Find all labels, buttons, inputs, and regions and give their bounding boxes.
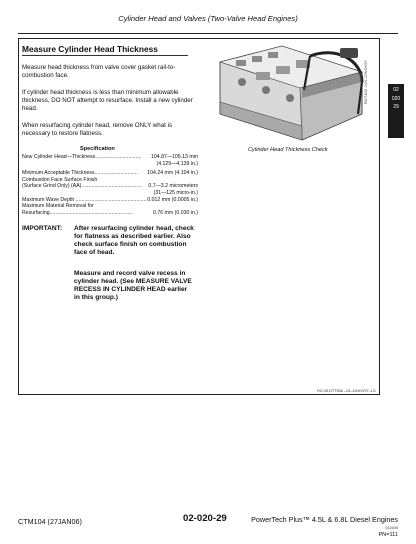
paragraph-resurfacing: When resurfacing cylinder head, remove ONLY what is necessary to restore flatness.	[22, 122, 173, 138]
spec-row: New Cylinder Head—Thickness................................ 104.87—105.13 mm	[22, 154, 198, 160]
spec-row: (31—125 micro-in.)	[153, 189, 198, 196]
spec-row: Maximum Material Removal for	[22, 203, 94, 210]
footer-page-number: 02-020-29	[183, 513, 227, 524]
spec-row: Maximum Wave Depth ................................................. 0.012 mm (0.0005 in.)	[22, 196, 198, 203]
tab-line: 29	[393, 104, 399, 111]
figure-code: RG7403 –UN–23NOV97	[363, 60, 368, 104]
spec-row: Combustion Face Surface Finish	[22, 176, 98, 183]
spec-row: (Surface Grind Only) (AA).......................................... 0.7—3.2 micrometers	[22, 183, 198, 190]
important-text-valve-recess: Measure and record valve recess in cylinder head. (See MEASURE VALVE RECESS IN CYLINDER HEAD earlier in this group.)	[74, 270, 192, 302]
tab-line: 02	[393, 87, 399, 93]
spec-heading: Specification	[80, 146, 115, 152]
spec-row: (4.129—4.139 in.)	[156, 160, 198, 167]
section-tab	[388, 84, 404, 138]
spec-row: Minimum Acceptable Thickness.............................. 104.24 mm (4.104 in.)	[22, 170, 198, 177]
footer-pn: PN=111	[378, 532, 398, 538]
paragraph-measure: Measure head thickness from valve cover gasket rail-to-combustion face.	[22, 64, 176, 80]
section-title: Measure Cylinder Head Thickness	[22, 44, 158, 54]
spec-table	[22, 154, 198, 216]
cylinder-head-illustration	[212, 42, 368, 144]
important-text-flatness: After resurfacing cylinder head, check for flatness as described earlier. Also check surface finish on combustion face of head.	[74, 225, 194, 257]
header-rule	[18, 33, 398, 34]
cylinder-head-drawing	[212, 42, 368, 144]
footer-manual-id: CTM104 (27JAN06)	[18, 517, 82, 526]
spec-row: Resurfacing.......................................................... 0.76 mm (0.030 in.)	[22, 209, 198, 216]
important-label: IMPORTANT:	[22, 225, 63, 232]
tab-line: 020	[391, 95, 401, 102]
paragraph-minimum-warning: If cylinder head thickness is less than minimum allowable thickness, DO NOT attempt to resurface. Install a new cylinder head.	[22, 89, 193, 113]
reference-code: RG,05,DT7358 –19–11NOV97–1/1	[317, 389, 376, 393]
page-header: Cylinder Head and Valves (Two-Valve Head Engines)	[118, 14, 298, 23]
footer-date-code: 012606	[385, 526, 398, 530]
title-rule	[22, 55, 188, 56]
figure-caption: Cylinder Head Thickness Check	[248, 147, 328, 153]
footer-title: PowerTech Plus™ 4.5L & 6.8L Diesel Engines	[251, 515, 398, 524]
